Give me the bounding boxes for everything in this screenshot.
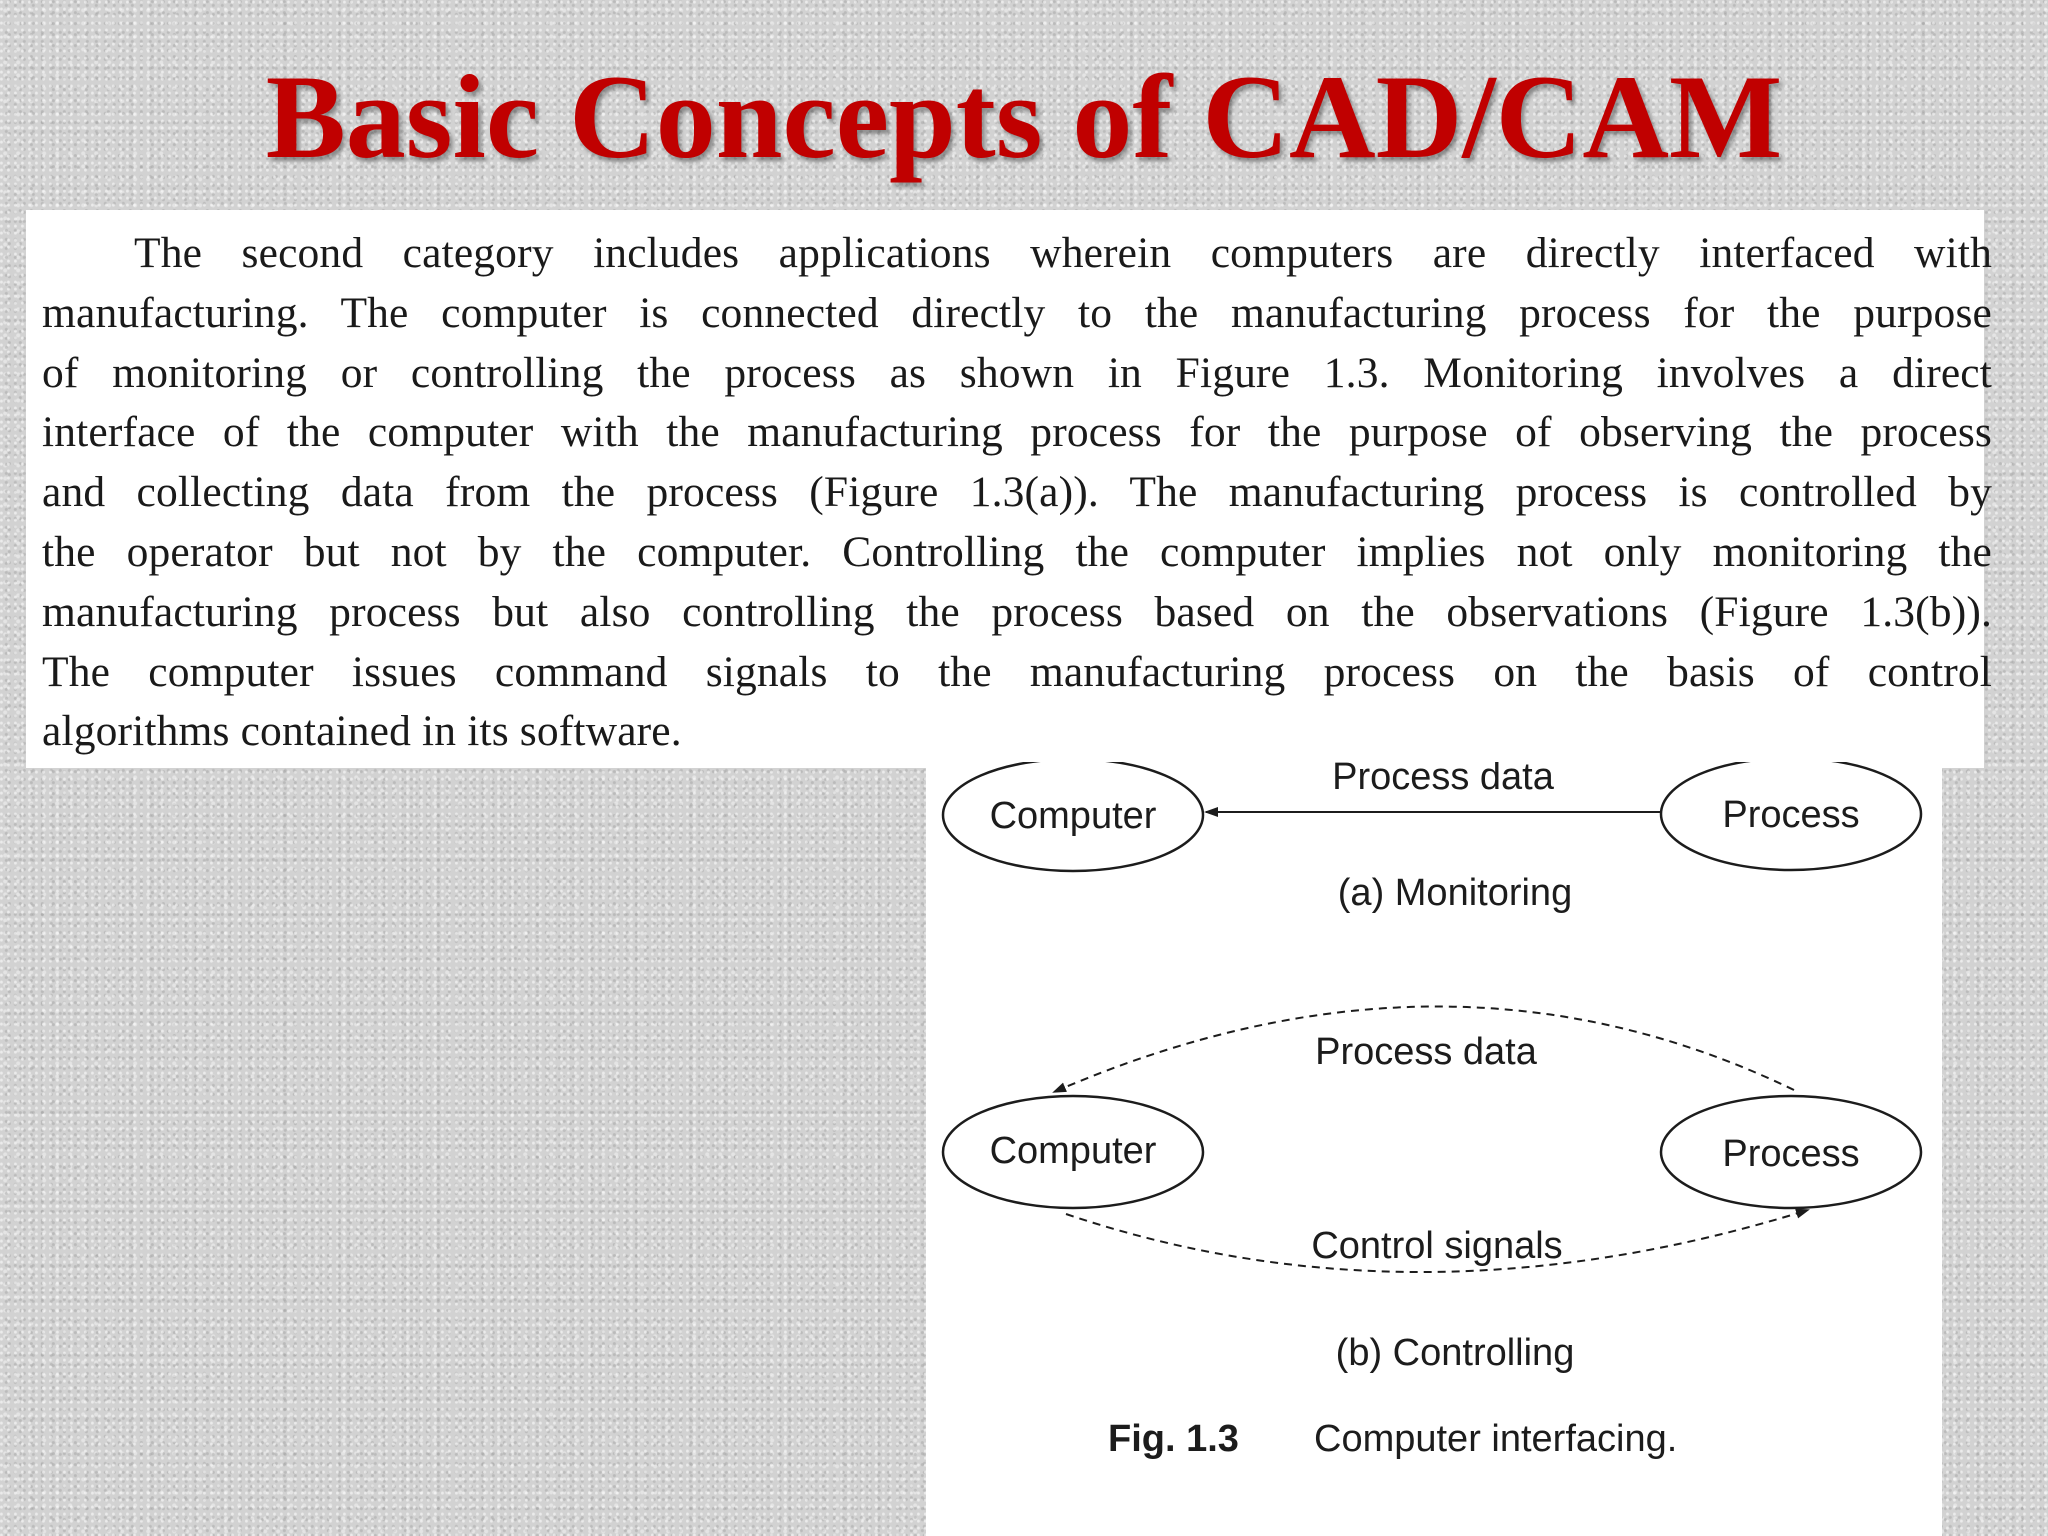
figure-caption-number: Fig. 1.3 bbox=[1108, 1418, 1239, 1460]
paragraph-line: The second category includes applications wherein computers are directly interfaced with bbox=[134, 229, 1992, 277]
figure-panel bbox=[926, 762, 1942, 1536]
process-node-b-label: Process bbox=[1722, 1133, 1860, 1175]
monitoring-diagram bbox=[943, 762, 1921, 914]
paragraph-line: manufacturing. The computer is connected directly to the manufacturing process for the purpose bbox=[42, 288, 1992, 337]
process-data-label-b: Process data bbox=[1315, 1031, 1537, 1073]
paragraph-line: and collecting data from the process (Figure 1.3(a)). The manufacturing process is controlled by bbox=[42, 468, 1992, 517]
paragraph-line: the operator but not by the computer. Controlling the computer implies not only monitoring the bbox=[42, 527, 1992, 576]
monitoring-caption: (a) Monitoring bbox=[1337, 872, 1573, 914]
text-panel bbox=[26, 210, 1992, 768]
interfacing-diagram bbox=[926, 762, 1942, 1536]
controlling-diagram bbox=[943, 1006, 1921, 1374]
paragraph-line: of monitoring or controlling the process as shown in Figure 1.3. Monitoring involves a direct bbox=[42, 348, 1992, 397]
paragraph-line: manufacturing process but also controlling the process based on the observations (Figure 1.3(b)). bbox=[42, 587, 1992, 636]
controlling-caption: (b) Controlling bbox=[1335, 1332, 1575, 1374]
slide-title: Basic Concepts of CAD/CAM bbox=[265, 50, 1783, 183]
process-node-a-label: Process bbox=[1722, 794, 1860, 836]
figure-caption-text: Computer interfacing. bbox=[1314, 1418, 1678, 1460]
process-data-label-a: Process data bbox=[1332, 762, 1554, 798]
paragraph-line: algorithms contained in its software. bbox=[42, 707, 682, 756]
computer-node-b-label: Computer bbox=[989, 1130, 1157, 1172]
control-signals-label: Control signals bbox=[1311, 1225, 1563, 1267]
paragraph-line: The computer issues command signals to the manufacturing process on the basis of control bbox=[42, 647, 1992, 696]
paragraph-line: interface of the computer with the manufacturing process for the purpose of observing the process bbox=[42, 408, 1992, 457]
computer-node-a-label: Computer bbox=[989, 795, 1157, 837]
body-paragraph bbox=[42, 224, 1992, 762]
